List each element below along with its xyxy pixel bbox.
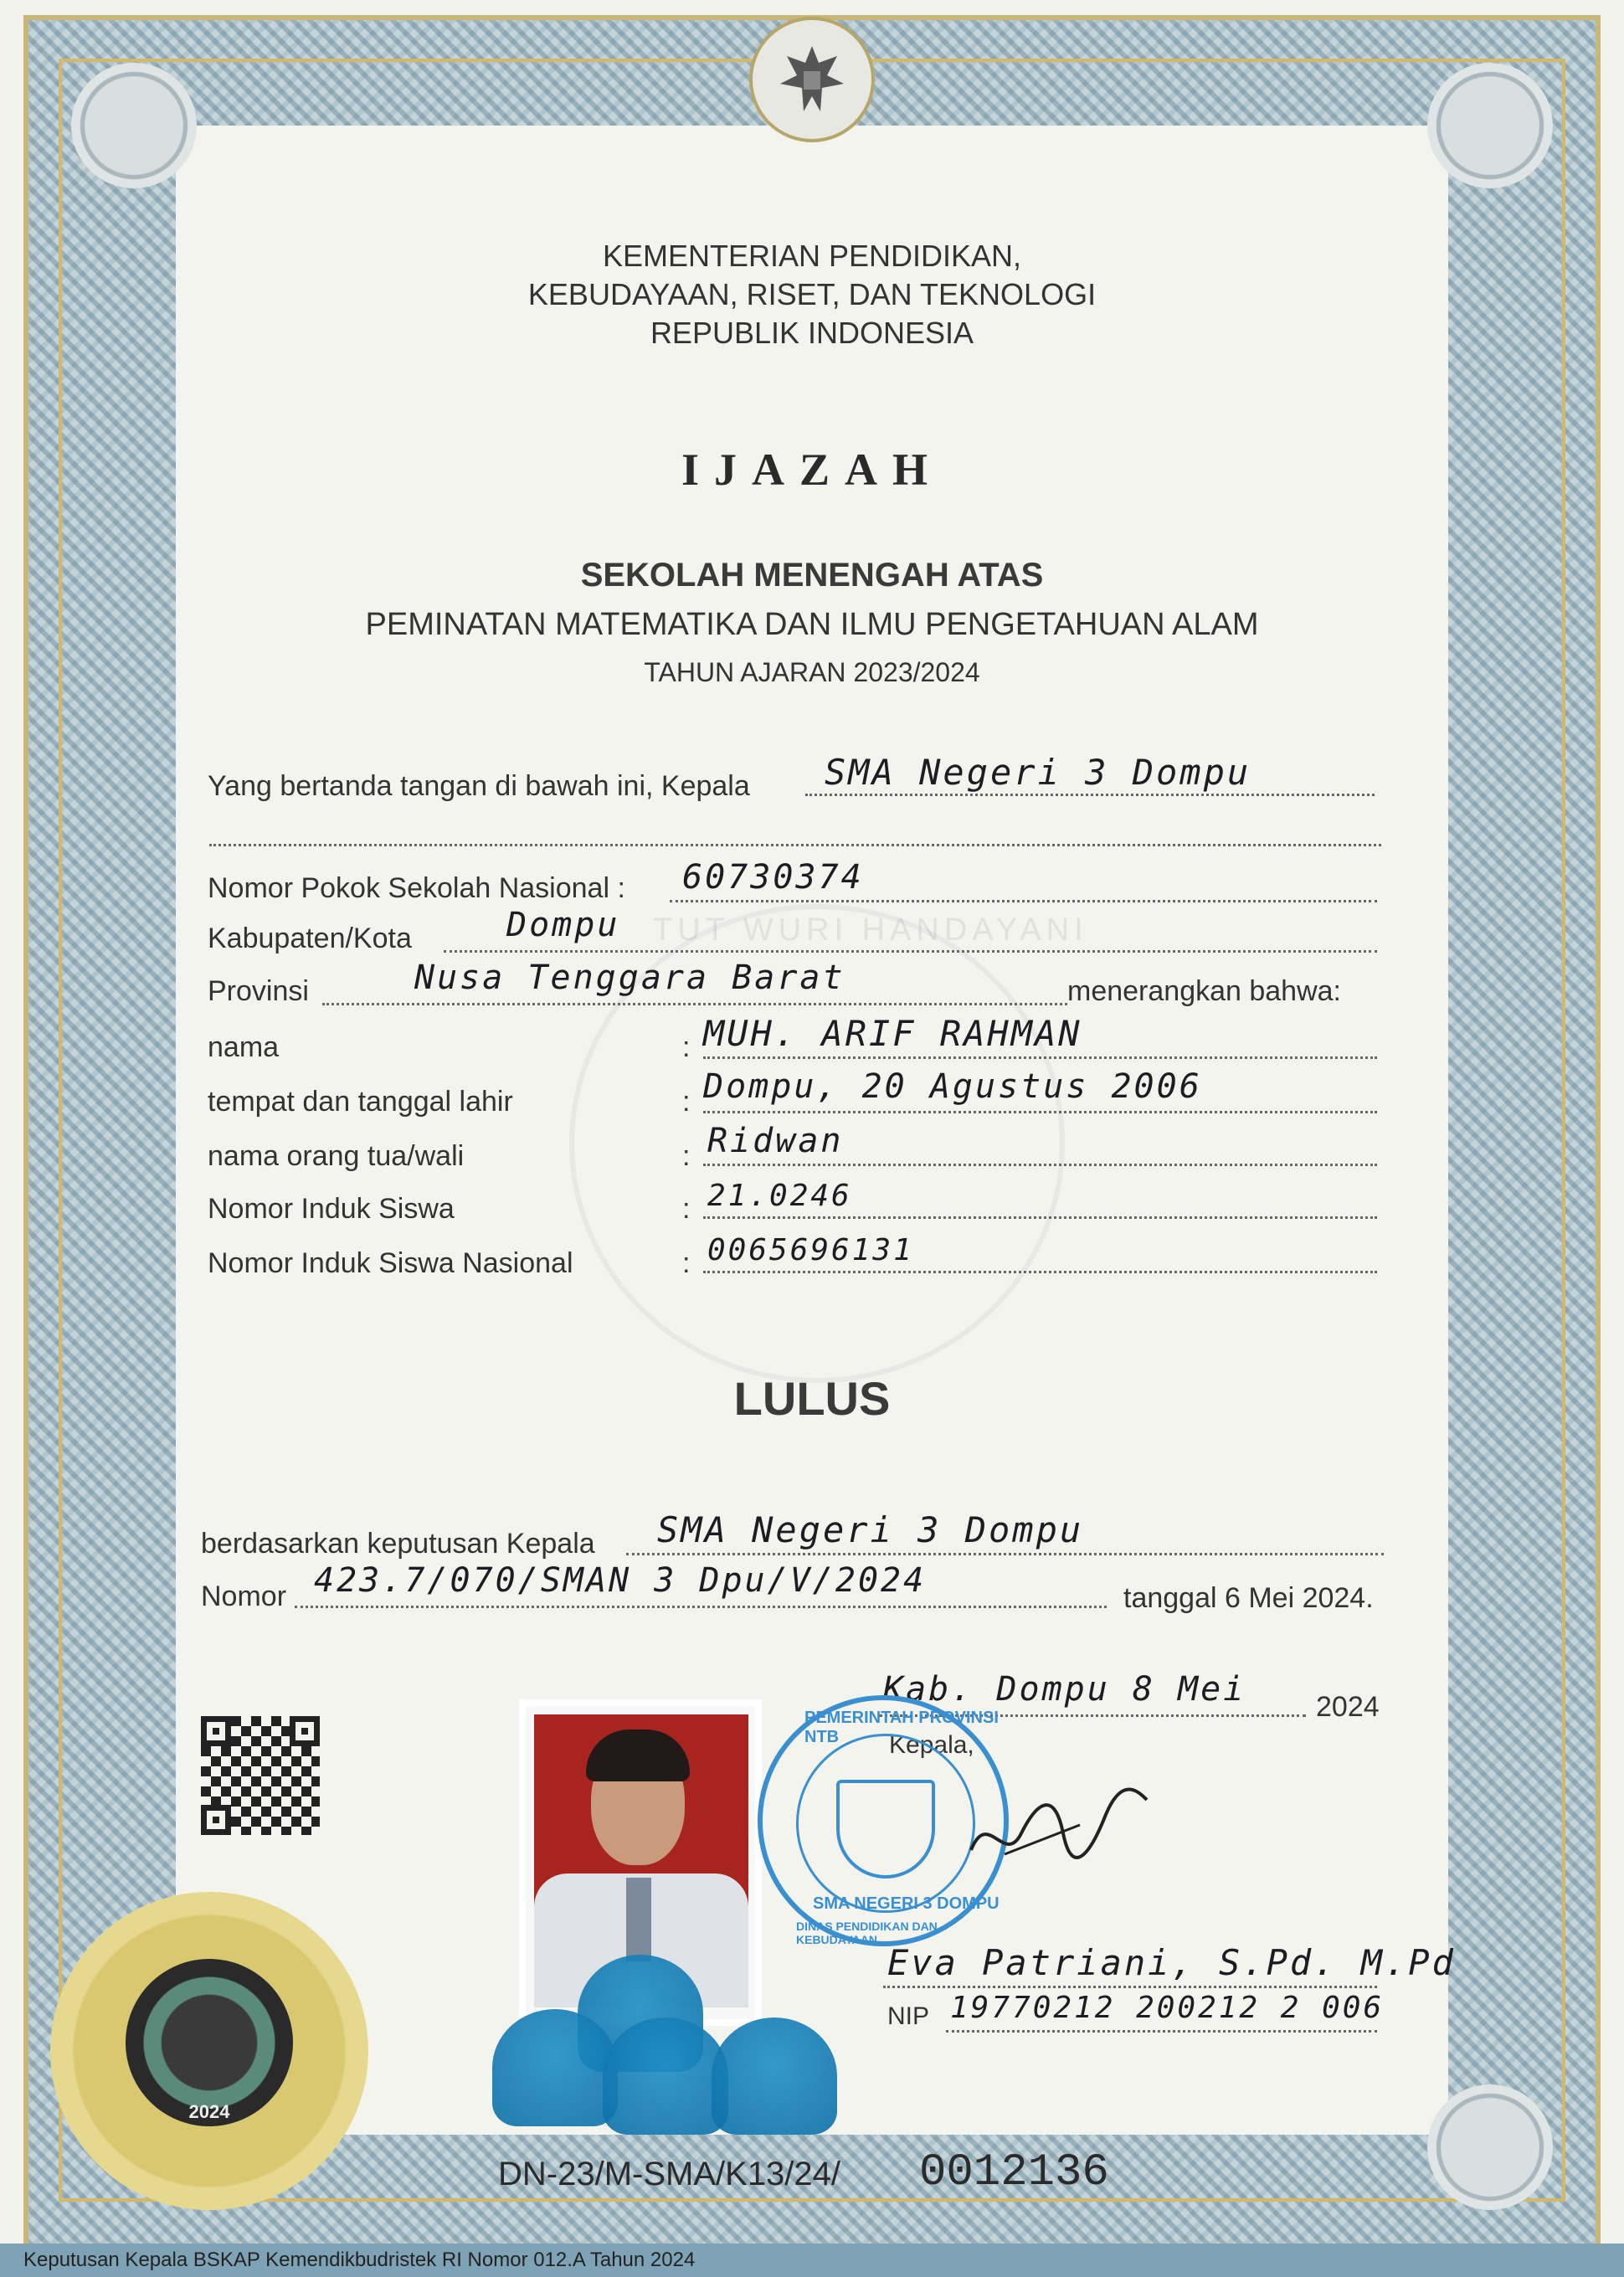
hologram-year: 2024 (188, 2101, 230, 2122)
signing-role: Kepala, (889, 1731, 974, 1759)
stamp-center-text: SMA NEGERI 3 DOMPU (813, 1894, 1000, 1913)
signing-place-date: Kab. Dompu 8 Mei (883, 1670, 1246, 1709)
nisn-label: Nomor Induk Siswa Nasional (208, 1247, 573, 1279)
intro-school-value: SMA Negeri 3 Dompu (825, 752, 1251, 793)
program: PEMINATAN MATEMATIKA DAN ILMU PENGETAHUAN ALAM (365, 607, 1259, 642)
decision-label: berdasarkan keputusan Kepala (201, 1528, 595, 1560)
nip-dotline (946, 2030, 1377, 2033)
signature (954, 1775, 1155, 1875)
intro-dotline-2 (209, 844, 1381, 846)
fingerprint-mark (712, 2017, 837, 2135)
ttl-value: Dompu, 20 Agustus 2006 (703, 1067, 1202, 1106)
graduation-status: LULUS (733, 1372, 891, 1425)
corner-ornament-top-left (71, 63, 197, 188)
decision-date: tanggal 6 Mei 2024. (1123, 1582, 1374, 1614)
nisn-value: 0065696131 (707, 1233, 914, 1267)
nomor-label: Nomor (201, 1581, 287, 1612)
nama-value: MUH. ARIF RAHMAN (703, 1013, 1082, 1054)
ortu-value: Ridwan (707, 1122, 844, 1160)
serial-prefix: DN-23/M-SMA/K13/24/ (498, 2156, 841, 2192)
ortu-colon: : (682, 1140, 691, 1172)
provinsi-dotline (322, 1003, 1067, 1005)
stamp-top-text: PEMERINTAH PROVINSI NTB (804, 1709, 999, 1746)
provinsi-suffix: menerangkan bahwa: (1067, 975, 1342, 1007)
fingerprint-mark (603, 2017, 728, 2135)
nomor-dotline (295, 1606, 1107, 1608)
ttl-label: tempat dan tanggal lahir (208, 1086, 513, 1118)
watermark-text: TUT WURI HANDAYANI (653, 912, 1088, 948)
signer-name: Eva Patriani, S.Pd. M.Pd (887, 1942, 1456, 1983)
corner-ornament-bottom-right (1427, 2084, 1553, 2210)
nomor-value: 423.7/070/SMAN 3 Dpu/V/2024 (314, 1561, 927, 1600)
garuda-emblem-icon (749, 17, 875, 142)
npsn-label: Nomor Pokok Sekolah Nasional : (208, 872, 625, 904)
nip-label: NIP (887, 2002, 930, 2030)
nip-value: 19770212 200212 2 006 (950, 1991, 1385, 2025)
stamp-bottom-text: DINAS PENDIDIKAN DAN KEBUDAYAAN (796, 1920, 938, 1946)
ttl-colon: : (682, 1086, 691, 1118)
kabupaten-label: Kabupaten/Kota (208, 923, 412, 954)
academic-year: TAHUN AJARAN 2023/2024 (644, 657, 980, 687)
signing-year: 2024 (1316, 1691, 1380, 1723)
hologram-seal (50, 1892, 368, 2210)
kabupaten-dotline (444, 950, 1377, 953)
fingerprint-mark (492, 2009, 618, 2126)
nisn-colon: : (682, 1247, 691, 1279)
signer-name-dotline (883, 1986, 1377, 1988)
provinsi-value: Nusa Tenggara Barat (414, 959, 845, 997)
nama-colon: : (682, 1031, 691, 1063)
school-level: SEKOLAH MENENGAH ATAS (580, 557, 1044, 594)
serial-number: 0012136 (919, 2147, 1109, 2198)
nis-label: Nomor Induk Siswa (208, 1193, 455, 1225)
ttl-dotline (703, 1111, 1377, 1113)
npsn-value: 60730374 (682, 858, 864, 897)
intro-dotline (805, 794, 1375, 796)
npsn-dotline (670, 900, 1377, 902)
nis-value: 21.0246 (707, 1179, 852, 1213)
document-title: IJAZAH (681, 445, 943, 495)
ortu-label: nama orang tua/wali (208, 1140, 465, 1172)
footer-note: Keputusan Kepala BSKAP Kemendikbudristek RI Nomor 012.A Tahun 2024 (23, 2249, 696, 2271)
ministry-line-2: KEBUDAYAAN, RISET, DAN TEKNOLOGI (527, 277, 1097, 311)
nisn-dotline (703, 1271, 1377, 1273)
ministry-line-3: REPUBLIK INDONESIA (650, 316, 974, 350)
kabupaten-value: Dompu (506, 906, 620, 944)
corner-ornament-top-right (1427, 63, 1553, 188)
decision-school-value: SMA Negeri 3 Dompu (657, 1509, 1084, 1550)
decision-dotline (626, 1553, 1384, 1555)
ortu-dotline (703, 1164, 1377, 1166)
nama-label: nama (208, 1031, 280, 1063)
qr-code (201, 1716, 320, 1835)
nis-dotline (703, 1216, 1377, 1219)
nis-colon: : (682, 1193, 691, 1225)
nama-dotline (703, 1056, 1377, 1059)
ministry-line-1: KEMENTERIAN PENDIDIKAN, (602, 239, 1022, 273)
intro-label: Yang bertanda tangan di bawah ini, Kepala (208, 770, 750, 802)
provinsi-label: Provinsi (208, 975, 309, 1007)
